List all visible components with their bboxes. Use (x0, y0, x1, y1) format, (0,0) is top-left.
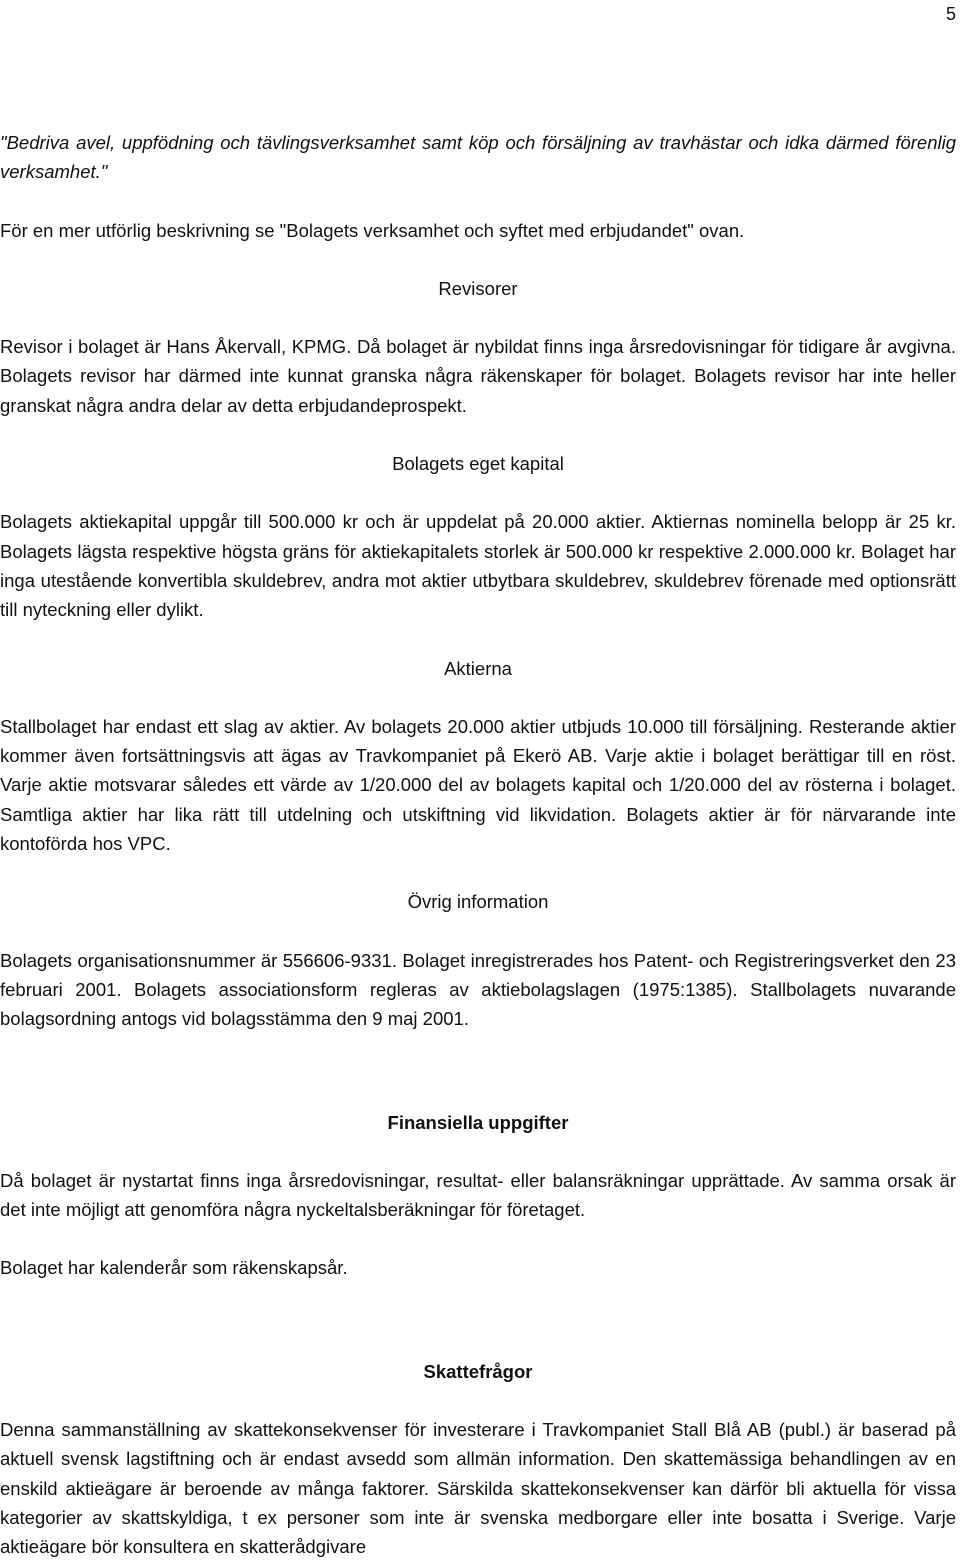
heading-finansiella-uppgifter: Finansiella uppgifter (387, 1111, 569, 1133)
spacer (0, 683, 956, 712)
spacer (0, 478, 956, 507)
spacer (0, 245, 956, 274)
page-number: 5 (945, 4, 956, 24)
document-body (0, 128, 956, 1562)
rakenskapsar-paragraph: Bolaget har kalenderår som räkenskapsår. (0, 1257, 348, 1279)
heading-revisorer: Revisorer (438, 277, 518, 299)
revisorer-paragraph: Revisor i bolaget är Hans Åkervall, KPMG. Då bolaget är nybildat finns inga årsredovisningar för tidigare år avgivna. Bolagets revisor har därmed inte kunnat granska några räkenskaper för bolaget. Bolagets revisor har inte heller granskat några andra delar av detta erbjudandeprospekt. (0, 336, 956, 416)
spacer (0, 1386, 956, 1415)
spacer (0, 420, 956, 449)
spacer (0, 303, 956, 332)
heading-ovrig-information: Övrig information (407, 891, 549, 913)
finansiella-paragraph: Då bolaget är nystartat finns inga årsredovisningar, resultat- eller balansräkningar upprättade. Av samma orsak är det inte möjligt att genomföra några nyckeltalsberäkningar för företaget. (0, 1169, 956, 1221)
heading-skattefragor: Skattefrågor (423, 1360, 533, 1382)
spacer (0, 1034, 956, 1108)
spacer (0, 187, 956, 216)
ovrig-information-paragraph: Bolagets organisationsnummer är 556606-9331. Bolaget inregistrerades hos Patent- och Registreringsverket den 23 februari 2001. Bolagets associationsform regleras av aktiebolagslagen (1975:1385). Stallbolagets nuvarande bolagsordning antogs vid bolagsstämma den 9 maj 2001. (0, 949, 956, 1030)
purpose-reference: För en mer utförlig beskrivning se "Bolagets verksamhet och syftet med erbjudandet" ovan. (0, 219, 745, 241)
heading-aktierna: Aktierna (444, 657, 512, 679)
spacer (0, 858, 956, 887)
purpose-quote: "Bedriva avel, uppfödning och tävlingsverksamhet samt köp och försäljning av travhästar och idka därmed förenlig verksamhet." (0, 132, 956, 183)
aktierna-paragraph: Stallbolaget har endast ett slag av aktier. Av bolagets 20.000 aktier utbjuds 10.000 till försäljning. Resterande aktier kommer även fortsättningsvis att ägas av Travkompaniet på Ekerö AB. Varje aktie i bolaget berättigar till en röst. Varje aktie motsvarar således ett värde av 1/20.000 del av bolagets kapital och 1/20.000 del av rösterna i bolaget. Samtliga aktier har lika rätt till utdelning och utskiftning vid likvidation. Bolagets aktier är för närvarande inte kontoförda hos VPC. (0, 715, 956, 855)
spacer (0, 1283, 956, 1357)
heading-eget-kapital: Bolagets eget kapital (392, 453, 564, 475)
spacer (0, 1137, 956, 1166)
eget-kapital-paragraph: Bolagets aktiekapital uppgår till 500.000 kr och är uppdelat på 20.000 aktier. Aktiernas nominella belopp är 25 kr. Bolagets lägsta respektive högsta gräns för aktiekapitalets storlek är 500.000 kr respektive 2.000.000 kr. Bolaget har inga utestående konvertibla skuldebrev, andra mot aktier utbytbara skuldebrev, skuldebrev förenade med optionsrätt till nyteckning eller dylikt. (0, 511, 956, 621)
spacer (0, 917, 956, 946)
skattefragor-paragraph: Denna sammanställning av skattekonsekvenser för investerare i Travkompaniet Stall Blå AB (publ.) är baserad på aktuell svensk lagstiftning och är endast avsedd som allmän information. Den skattemässiga behandlingen av en enskild aktieägare är beroende av många faktorer. Särskilda skattekonsekvenser kan därför bli aktuella för vissa kategorier av skattskyldiga, t ex personer som inte är svenska medborgare eller inte bosatta i Sverige. Varje aktieägare bör konsultera en skatterådgivare (0, 1419, 956, 1558)
spacer (0, 1224, 956, 1253)
spacer (0, 625, 956, 654)
